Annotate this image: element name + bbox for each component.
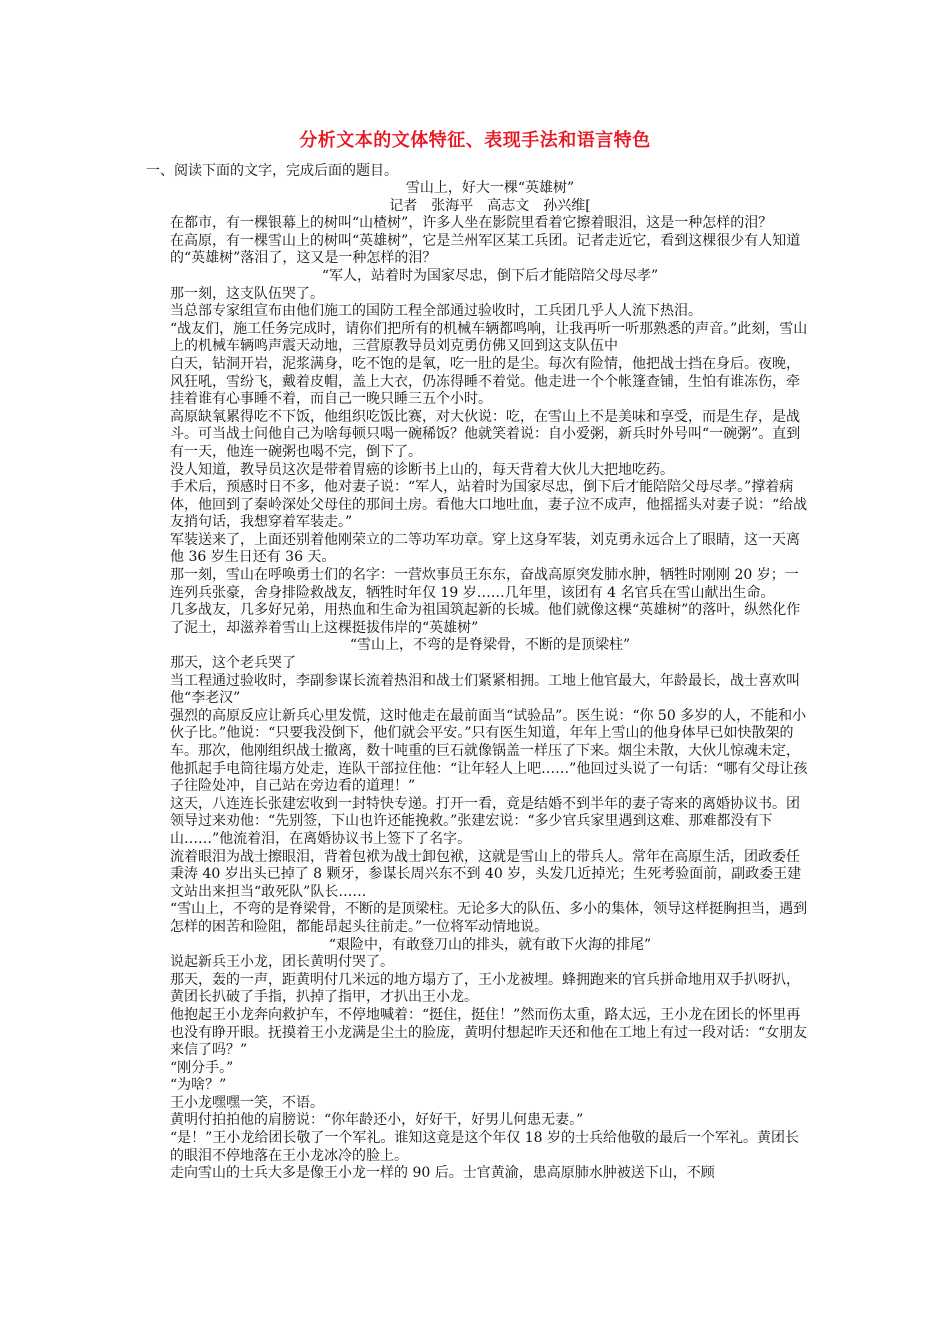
paragraph: 当总部专家组宣布由他们施工的国防工程全部通过验收时，工兵团几乎人人流下热泪。	[170, 303, 702, 320]
paragraph: 黄明付拍拍他的肩膀说：“你年龄还小，好好干，好男儿何患无妻。”	[170, 1112, 584, 1129]
paragraph: 几多战友，几多好兄弟，用热血和生命为祖国筑起新的长城。他们就像这棵“英雄树”的落叶，纵然化作了泥土，却滋养着雪山上这棵挺拔伟岸的“英雄树”	[170, 602, 801, 636]
paragraph: 手术后，预感时日不多，他对妻子说：“军人，站着时为国家尽忠，倒下后才能陪陪父母尽孝。”撑着病体，他回到了秦岭深处父母住的那间土房。看他大口地吐血，妻子泣不成声，他摇摇头对妻子说：“给战友捎句话，我想穿着军装走。”	[170, 479, 808, 531]
section-heading: “雪山上，不弯的是脊梁骨，不断的是顶梁柱”	[349, 637, 631, 654]
page-title: 分析文本的文体特征、表现手法和语言特色	[299, 130, 651, 151]
paragraph: 白天，钻洞开岩，泥浆满身，吃不饱的是氧，吃一肚的是尘。每次有险情，他把战士挡在身后。夜晚，风狂吼，雪纷飞，戴着皮帽，盖上大衣，仍冻得睡不着觉。他走进一个个帐篷查铺，生怕有谁冻伤，牵挂着谁有心事睡不着，而自己一晚只睡三五个小时。	[170, 355, 800, 408]
paragraph: 在高原，有一棵雪山上的树叫“英雄树”，它是兰州军区某工兵团。记者走近它，看到这棵很少有人知道的“英雄树”落泪了，这又是一种怎样的泪？	[170, 232, 801, 267]
section-heading: “艰险中，有敢登刀山的排头，就有敢下火海的排尾”	[328, 936, 652, 953]
section-heading: “军人，站着时为国家尽忠，倒下后才能陪陪父母尽孝”	[321, 267, 659, 284]
paragraph: 军装送来了，上面还别着他刚荣立的二等功军功章。穿上这身军装，刘克勇永远合上了眼睛，这一天离他 36 岁生日还有 36 天。	[170, 531, 800, 566]
story-title: 雪山上，好大一棵“英雄树”	[405, 180, 575, 196]
paragraph: 那天，轰的一声，距黄明付几米远的地方塌方了，王小龙被埋。蜂拥跑来的官兵拼命地用双手扒呀扒，黄团长扒破了手指，扒掉了指甲，才扒出王小龙。	[170, 971, 800, 1006]
question-intro: 一、阅读下面的文字，完成后面的题目。	[146, 163, 398, 179]
paragraph: 在都市，有一棵银幕上的树叫“山楂树”，许多人坐在影院里看着它擦着眼泪，这是一种怎样的泪？	[170, 215, 773, 232]
article-body	[170, 180, 810, 1183]
paragraph: 走向雪山的士兵大多是像王小龙一样的 90 后。士官黄渝，患高原肺水肿被送下山，不顾	[170, 1165, 715, 1182]
paragraph: 王小龙嘿嘿一笑，不语。	[170, 1094, 324, 1111]
paragraph: “雪山上，不弯的是脊梁骨，不断的是顶梁柱。无论多大的队伍、多小的集体，领导这样挺胸担当，遇到怎样的困苦和险阻，都能昂起头往前走。”一位将军动情地说。	[170, 901, 808, 935]
byline: 记者 张海平 高志文 孙兴维[	[389, 197, 591, 214]
paragraph: 那天，这个老兵哭了	[170, 655, 296, 672]
paragraph: 当工程通过验收时，李副参谋长流着热泪和战士们紧紧相拥。工地上他官最大，年龄最长，战士喜欢叫他“李老汉”	[170, 672, 800, 707]
paragraph: “刚分手。”	[170, 1059, 234, 1076]
paragraph: 说起新兵王小龙，团长黄明付哭了。	[170, 954, 394, 971]
paragraph: 强烈的高原反应让新兵心里发慌，这时他走在最前面当“试验品”。医生说：“你 50 多岁的人，不能和小伙子比。”他说：“只要我没倒下，他们就会平安。”只有医生知道，年年上雪山的他身体早已如快散架的车。那次，他刚组织战士撤离，数十吨重的巨石就像锅盖一样压了下来。烟尘未散，大伙儿惊魂未定，他抓起手电筒往塌方处走，连队干部拉住他：“让年轻人上吧……”他回过头说了一句话：“哪有父母让孩子往险处冲，自己站在旁边看的道理！”	[170, 707, 808, 795]
paragraph: 那一刻，雪山在呼唤勇士们的名字：一营炊事员王东东，奋战高原突发肺水肿，牺牲时刚刚 20 岁；一连列兵张豪，舍身排险救战友，牺牲时年仅 19 岁……几年里，该团有 4 名官兵在雪山献出生命。	[170, 567, 799, 601]
paragraph: 那一刻，这支队伍哭了。	[170, 285, 324, 302]
paragraph: 没人知道，教导员这次是带着胃癌的诊断书上山的，每天背着大伙儿大把地吃药。	[170, 461, 674, 478]
paragraph: “战友们，施工任务完成时，请你们把所有的机械车辆都鸣响，让我再听一听那熟悉的声音。”此刻，雪山上的机械车辆鸣声震天动地，三营原教导员刘克勇仿佛又回到这支队伍中	[170, 320, 808, 355]
paragraph: “为啥？”	[170, 1077, 227, 1094]
paragraph: 这天，八连连长张建宏收到一封特快专递。打开一看，竟是结婚不到半年的妻子寄来的离婚协议书。团领导过来劝他：“先别签，下山也许还能挽救。”张建宏说：“多少官兵家里遇到这难、那难都没有下山……”他流着泪，在离婚协议书上签下了名字。	[170, 795, 800, 847]
paragraph: “是！”王小龙给团长敬了一个军礼。谁知这竟是这个年仅 18 岁的士兵给他敬的最后一个军礼。黄团长的眼泪不停地落在王小龙冰冷的脸上。	[170, 1130, 800, 1164]
paragraph: 流着眼泪为战士擦眼泪，背着包袱为战士卸包袱，这就是雪山上的带兵人。常年在高原生活，团政委任秉涛 40 岁出头已掉了 8 颗牙，参谋长周兴东不到 40 岁，头发几近掉光；生死考验面前，副政委王建文站出来担当“敢死队”队长……	[170, 848, 802, 900]
paragraph: 高原缺氧累得吃不下饭，他组织吃饭比赛，对大伙说：吃，在雪山上不是美味和享受，而是生存，是战斗。可当战士问他自己为啥每顿只喝一碗稀饭？他就笑着说：自小爱粥，新兵时外号叫“一碗粥”。直到有一天，他连一碗粥也喝不完，倒下了。	[170, 408, 801, 460]
paragraph: 他抱起王小龙奔向救护车，不停地喊着：“挺住，挺住！”然而伤太重，路太远，王小龙在团长的怀里再也没有睁开眼。抚摸着王小龙满是尘土的脸庞，黄明付想起昨天还和他在工地上有过一段对话：“女朋友来信了吗？”	[170, 1006, 808, 1059]
